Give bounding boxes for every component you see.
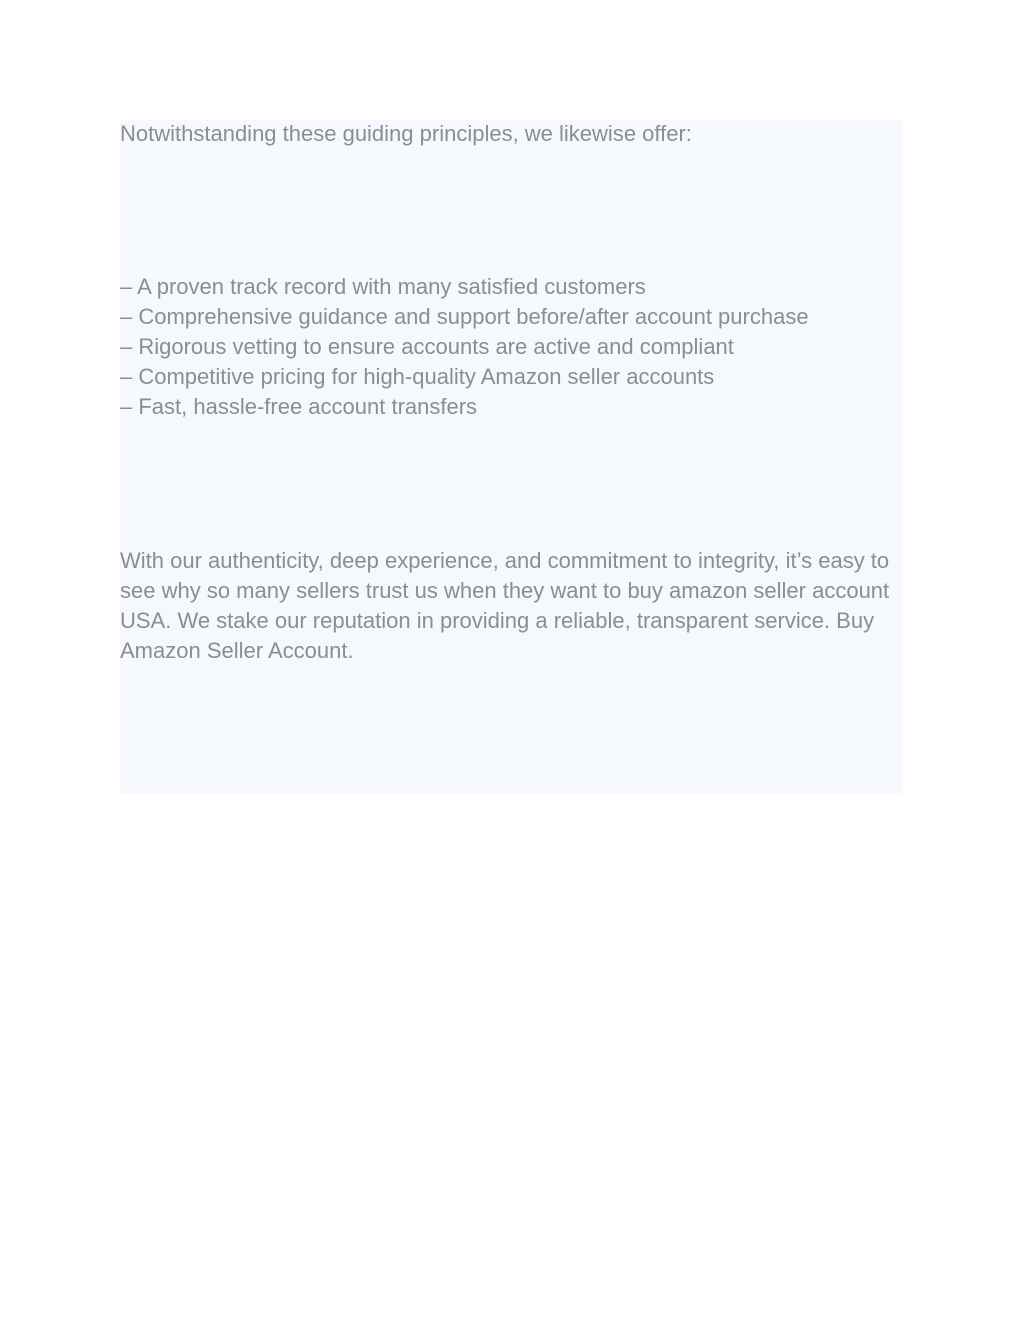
benefit-item: – Rigorous vetting to ensure accounts are active and compliant <box>120 334 734 359</box>
benefit-item: – Comprehensive guidance and support before/after account purchase <box>120 304 809 329</box>
benefit-item: – Fast, hassle-free account transfers <box>120 394 478 419</box>
benefit-item: – A proven track record with many satisfied customers <box>120 274 646 299</box>
benefit-item: – Competitive pricing for high-quality Amazon seller accounts <box>120 364 715 389</box>
benefit-list <box>120 272 895 422</box>
content-block <box>120 120 903 793</box>
closing-paragraph: With our authenticity, deep experience, and commitment to integrity, it’s easy to see why so many sellers trust us when they want to buy amazon seller account USA. We stake our reputation in providing a reliable, transparent service. Buy Amazon Seller Account. <box>120 548 890 663</box>
intro-paragraph: Notwithstanding these guiding principles, we likewise offer: <box>120 121 692 146</box>
